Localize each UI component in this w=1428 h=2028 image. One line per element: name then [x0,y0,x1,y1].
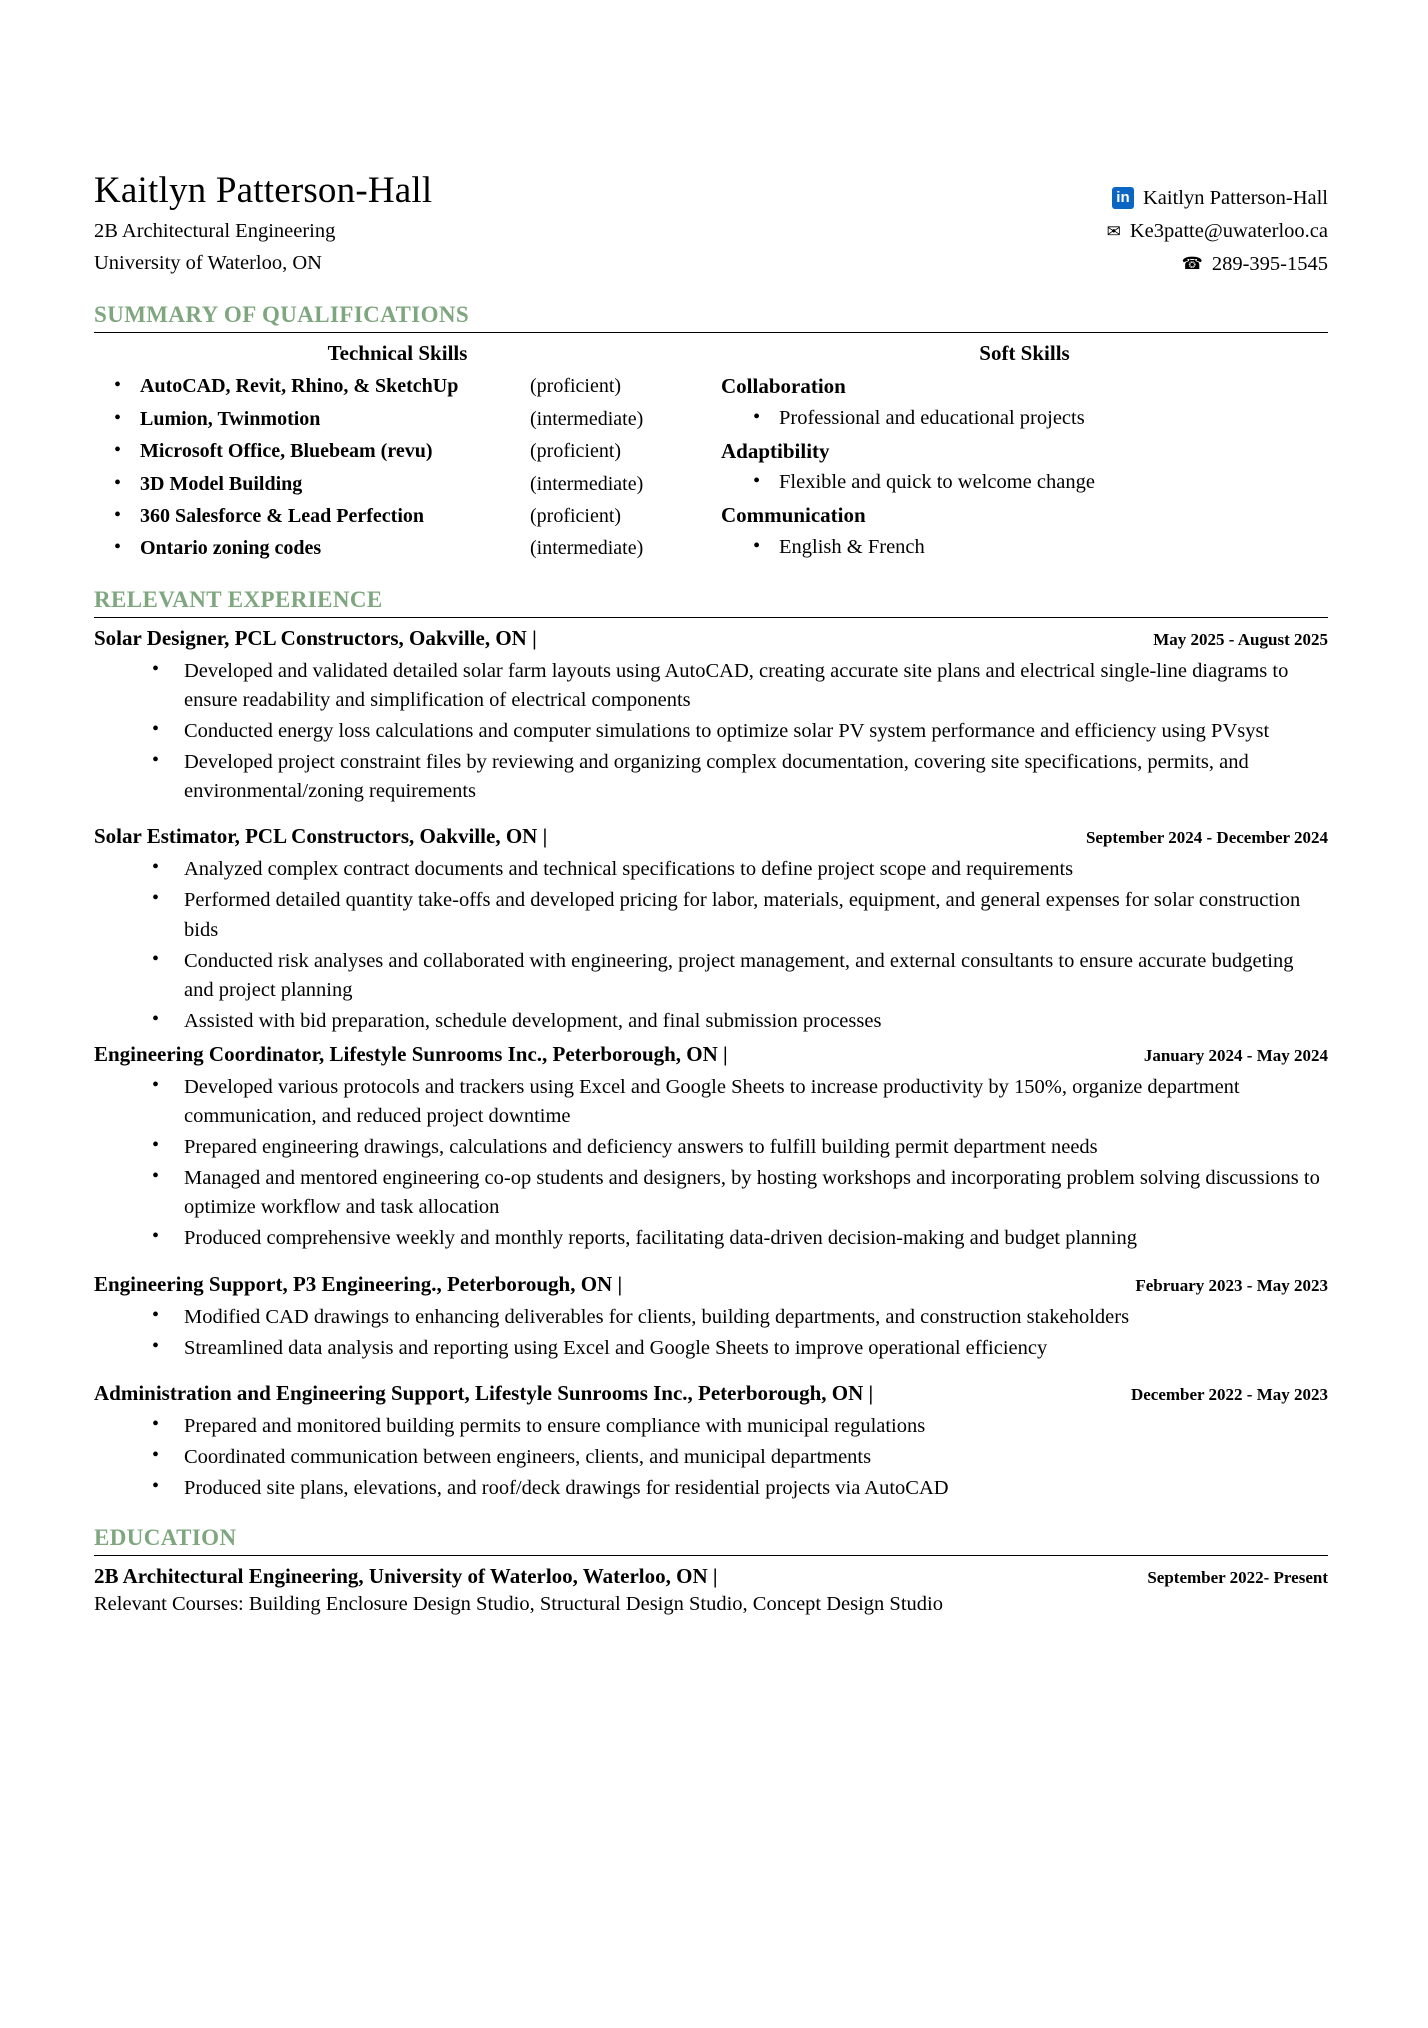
job-title: Administration and Engineering Support, Lifestyle Sunrooms Inc., Peterborough, ON | [94,1380,874,1405]
school-line: University of Waterloo, ON [94,251,322,274]
list-item: • Conducted risk analyses and collaborated with engineering, project management, and external consultants to ensure accurate budgeting and project planning [94,947,1328,1005]
list-item: • Streamlined data analysis and reporting using Excel and Google Sheets to improve operational efficiency [94,1334,1328,1363]
linkedin-icon [1112,187,1134,209]
skill-level: (intermediate) [530,407,644,430]
soft-skills-column [711,341,1328,564]
skills-container [94,341,1328,564]
soft-skill-title: Adaptibility [721,438,830,463]
soft-skill-detail: • English & French [721,532,1328,564]
list-item: • Analyzed complex contract documents and technical specifications to define project scope and requirements [94,855,1328,884]
contact-block [1107,170,1328,280]
soft-skill-title: Collaboration [721,374,846,399]
section-title-experience: RELEVANT EXPERIENCE [94,586,383,612]
job-dates: December 2022 - May 2023 [1130,1384,1328,1404]
job-dates: January 2024 - May 2024 [1143,1045,1328,1065]
soft-skill-group [721,499,1328,563]
contact-email[interactable] [1107,215,1328,248]
job-bullet-list [94,855,1328,1036]
list-item: • Developed project constraint files by reviewing and organizing complex documentation, covering site specifications, permits, and environmental/zoning requirements [94,748,1328,806]
divider [94,617,1328,618]
job-title: Engineering Support, P3 Engineering., Peterborough, ON | [94,1271,623,1296]
job-bullet-list [94,657,1328,807]
list-item: • Assisted with bid preparation, schedule development, and final submission processes [94,1007,1328,1036]
experience-header [94,1272,1328,1297]
list-item: • Prepared engineering drawings, calculations and deficiency answers to fulfill building permit department needs [94,1133,1328,1162]
list-item: • Produced comprehensive weekly and monthly reports, facilitating data-driven decision-making and budget planning [94,1224,1328,1253]
section-title-summary: SUMMARY OF QUALIFICATIONS [94,302,470,328]
spacer [94,1256,1328,1266]
soft-skill-title: Communication [721,503,866,528]
divider [94,1555,1328,1556]
experience-entry [94,824,1328,1036]
job-title: Solar Designer, PCL Constructors, Oakville, ON | [94,625,537,650]
soft-skill-group [721,370,1328,434]
phone-number: 289-395-1545 [1211,252,1328,275]
list-item: • Developed various protocols and trackers using Excel and Google Sheets to increase productivity by 150%, organize department communication, and reduced project downtime [94,1073,1328,1131]
soft-skill-detail: • Flexible and quick to welcome change [721,467,1328,499]
skill-level: (proficient) [530,504,622,527]
experience-entry [94,1042,1328,1254]
skill-name: • 3D Model Building [140,472,303,495]
education-entry [94,1564,1328,1619]
job-title: Engineering Coordinator, Lifestyle Sunrooms Inc., Peterborough, ON | [94,1041,728,1066]
technical-skills-list [94,370,701,564]
skill-level: (intermediate) [530,472,644,495]
experience-header [94,626,1328,651]
envelope-icon: ✉ [1106,221,1121,241]
list-item [94,370,701,402]
list-item [94,403,701,435]
technical-skills-heading: Technical Skills [327,341,468,366]
resume-header [94,170,1328,280]
experience-entry [94,626,1328,807]
list-item: • Coordinated communication between engineers, clients, and municipal departments [94,1443,1328,1472]
education-dates: September 2022- Present [1147,1568,1328,1588]
list-item: • Produced site plans, elevations, and roof/deck drawings for residential projects via AutoCAD [94,1474,1328,1503]
job-dates: September 2024 - December 2024 [1085,828,1328,848]
skill-level: (intermediate) [530,537,644,560]
skill-name: • Ontario zoning codes [140,537,322,560]
experience-header [94,824,1328,849]
list-item [94,468,701,500]
education-header [94,1564,1328,1589]
experience-header [94,1042,1328,1067]
technical-skills-column [94,341,711,564]
telephone-icon: ☎ [1181,254,1203,274]
list-item: • Conducted energy loss calculations and computer simulations to optimize solar PV system performance and efficiency using PVsyst [94,717,1328,746]
skill-name: • 360 Salesforce & Lead Perfection [140,504,424,527]
list-item [94,532,701,564]
email-address: Ke3patte@uwaterloo.ca [1129,219,1328,242]
divider [94,332,1328,333]
soft-skill-group [721,435,1328,499]
list-item [94,435,701,467]
spacer [94,808,1328,818]
skill-name: • AutoCAD, Revit, Rhino, & SketchUp [140,375,459,398]
list-item: • Prepared and monitored building permits to ensure compliance with municipal regulations [94,1412,1328,1441]
soft-skills-heading: Soft Skills [979,341,1070,366]
skill-name: • Microsoft Office, Bluebeam (revu) [140,440,433,463]
identity-block [94,170,432,277]
list-item: • Performed detailed quantity take-offs and developed pricing for labor, materials, equipment, and general expenses for solar construction bids [94,886,1328,944]
program-line: 2B Architectural Engineering [94,219,336,242]
soft-skill-detail: • Professional and educational projects [721,403,1328,435]
section-title-education: EDUCATION [94,1525,237,1551]
contact-phone[interactable] [1107,248,1328,281]
experience-header [94,1381,1328,1406]
list-item: • Modified CAD drawings to enhancing deliverables for clients, building departments, and construction stakeholders [94,1303,1328,1332]
skill-level: (proficient) [530,440,622,463]
experience-entry [94,1381,1328,1503]
job-bullet-list [94,1073,1328,1254]
list-item: • Managed and mentored engineering co-op students and designers, by hosting workshops and incorporating problem solving discussions to optimize workflow and task allocation [94,1164,1328,1222]
list-item [94,500,701,532]
degree-title: 2B Architectural Engineering, University of Waterloo, Waterloo, ON | [94,1564,718,1589]
list-item: • Developed and validated detailed solar farm layouts using AutoCAD, creating accurate site plans and electrical single-line diagrams to ensure readability and simplification of electrical components [94,657,1328,715]
job-title: Solar Estimator, PCL Constructors, Oakville, ON | [94,824,548,849]
relevant-courses: Relevant Courses: Building Enclosure Design Studio, Structural Design Studio, Concept Design Studio [94,1593,943,1616]
linkedin-handle: Kaitlyn Patterson-Hall [1142,187,1328,209]
job-bullet-list [94,1412,1328,1503]
experience-entry [94,1272,1328,1363]
job-dates: May 2025 - August 2025 [1153,629,1328,649]
skill-level: (proficient) [530,375,622,398]
job-bullet-list [94,1303,1328,1363]
spacer [94,1365,1328,1375]
skill-name: • Lumion, Twinmotion [140,407,321,430]
job-dates: February 2023 - May 2023 [1135,1275,1328,1295]
contact-linkedin[interactable] [1107,182,1328,215]
page-title: Kaitlyn Patterson-Hall [94,170,433,211]
